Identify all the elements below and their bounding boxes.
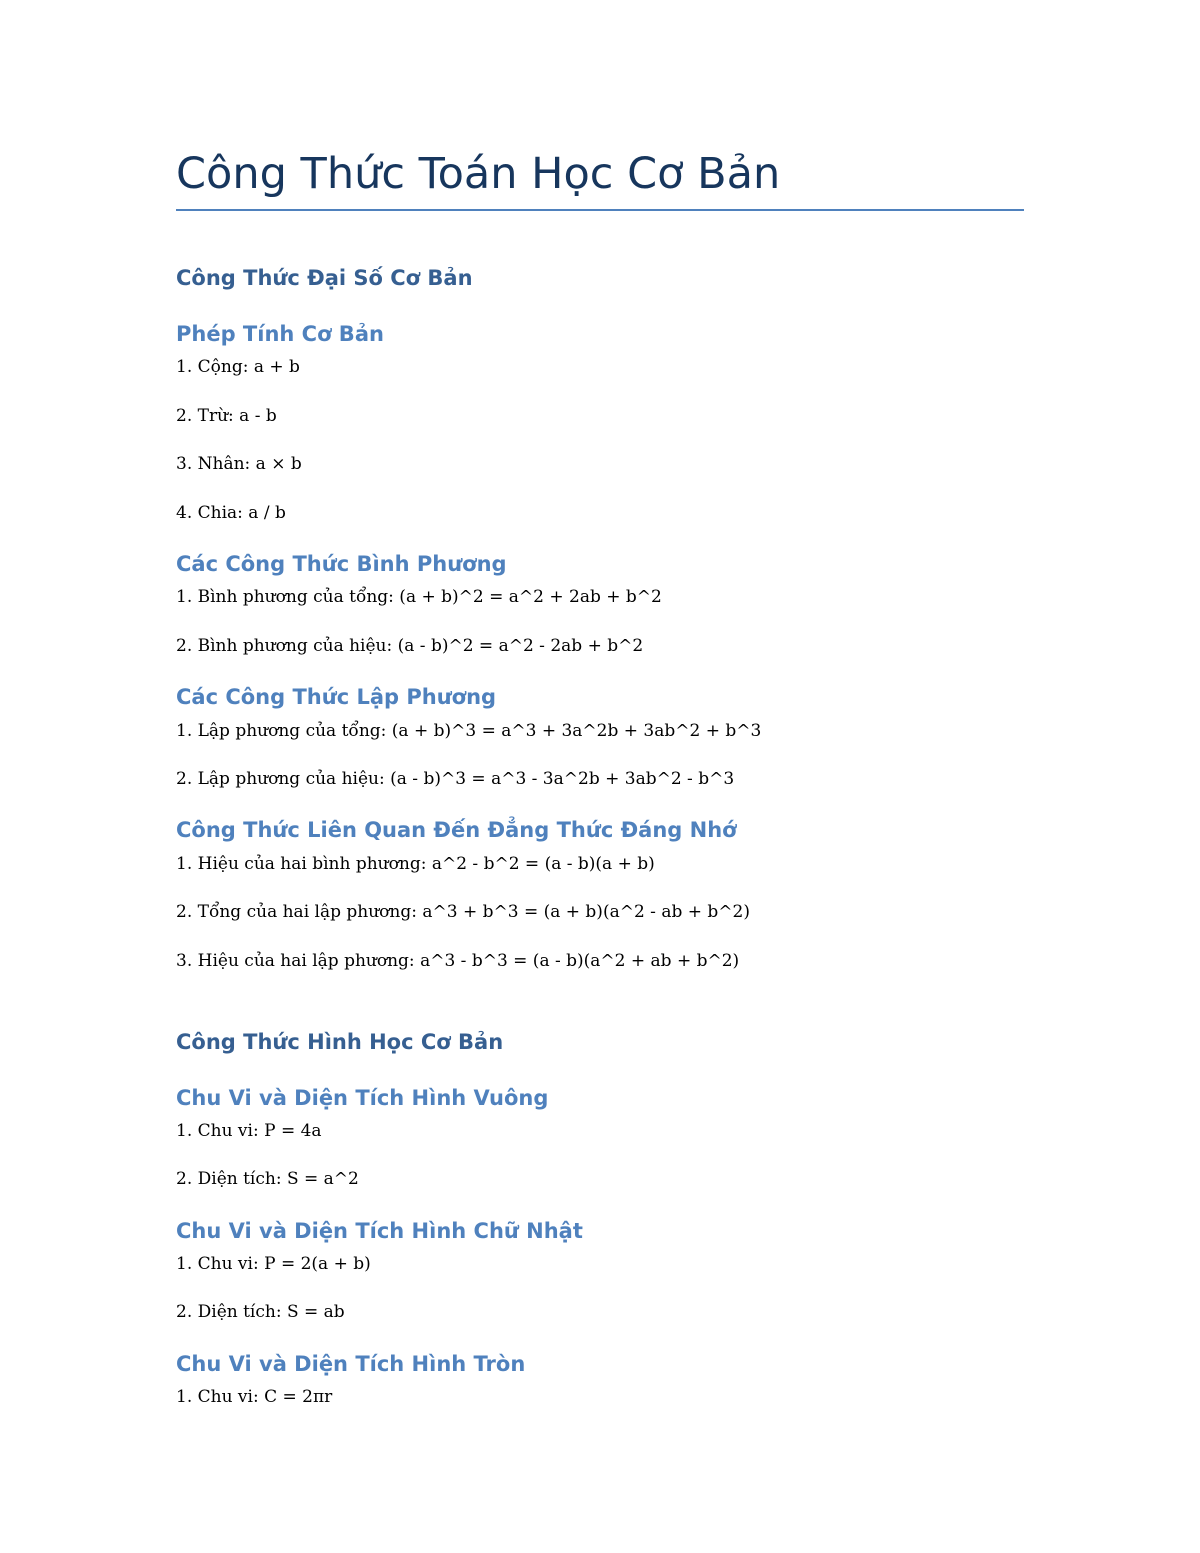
page-title: Công Thức Toán Học Cơ Bản (176, 149, 781, 199)
formula-item: 1. Cộng: a + b (176, 357, 300, 377)
formula-item: 2. Bình phương của hiệu: (a - b)^2 = a^2 - 2ab + b^2 (176, 636, 644, 656)
title-underline (176, 209, 1024, 211)
formula-item: 1. Chu vi: C = 2πr (176, 1387, 333, 1407)
formula-item: 1. Bình phương của tổng: (a + b)^2 = a^2 + 2ab + b^2 (176, 587, 662, 607)
subsection-heading-identities: Công Thức Liên Quan Đến Đẳng Thức Đáng Nhớ (176, 818, 737, 842)
formula-item: 2. Trừ: a - b (176, 406, 277, 426)
subsection-heading-rectangle: Chu Vi và Diện Tích Hình Chữ Nhật (176, 1219, 583, 1243)
section-heading-geometry: Công Thức Hình Học Cơ Bản (176, 1030, 504, 1054)
formula-item: 2. Lập phương của hiệu: (a - b)^3 = a^3 - 3a^2b + 3ab^2 - b^3 (176, 769, 735, 789)
formula-item: 1. Chu vi: P = 2(a + b) (176, 1254, 371, 1274)
formula-item: 1. Hiệu của hai bình phương: a^2 - b^2 = (a - b)(a + b) (176, 854, 655, 874)
formula-item: 1. Lập phương của tổng: (a + b)^3 = a^3 + 3a^2b + 3ab^2 + b^3 (176, 721, 762, 741)
subsection-heading-square: Chu Vi và Diện Tích Hình Vuông (176, 1086, 549, 1110)
formula-item: 3. Nhân: a × b (176, 454, 302, 474)
formula-item: 3. Hiệu của hai lập phương: a^3 - b^3 = (a - b)(a^2 + ab + b^2) (176, 951, 740, 971)
formula-item: 2. Diện tích: S = ab (176, 1302, 345, 1322)
subsection-heading-cubes: Các Công Thức Lập Phương (176, 685, 497, 709)
formula-item: 4. Chia: a / b (176, 503, 286, 523)
subsection-heading-circle: Chu Vi và Diện Tích Hình Tròn (176, 1352, 526, 1376)
section-heading-algebra: Công Thức Đại Số Cơ Bản (176, 266, 473, 290)
formula-item: 2. Diện tích: S = a^2 (176, 1169, 359, 1189)
formula-item: 1. Chu vi: P = 4a (176, 1121, 322, 1141)
subsection-heading-basic-operations: Phép Tính Cơ Bản (176, 322, 384, 346)
formula-item: 2. Tổng của hai lập phương: a^3 + b^3 = (a + b)(a^2 - ab + b^2) (176, 902, 750, 922)
subsection-heading-squares: Các Công Thức Bình Phương (176, 552, 507, 576)
